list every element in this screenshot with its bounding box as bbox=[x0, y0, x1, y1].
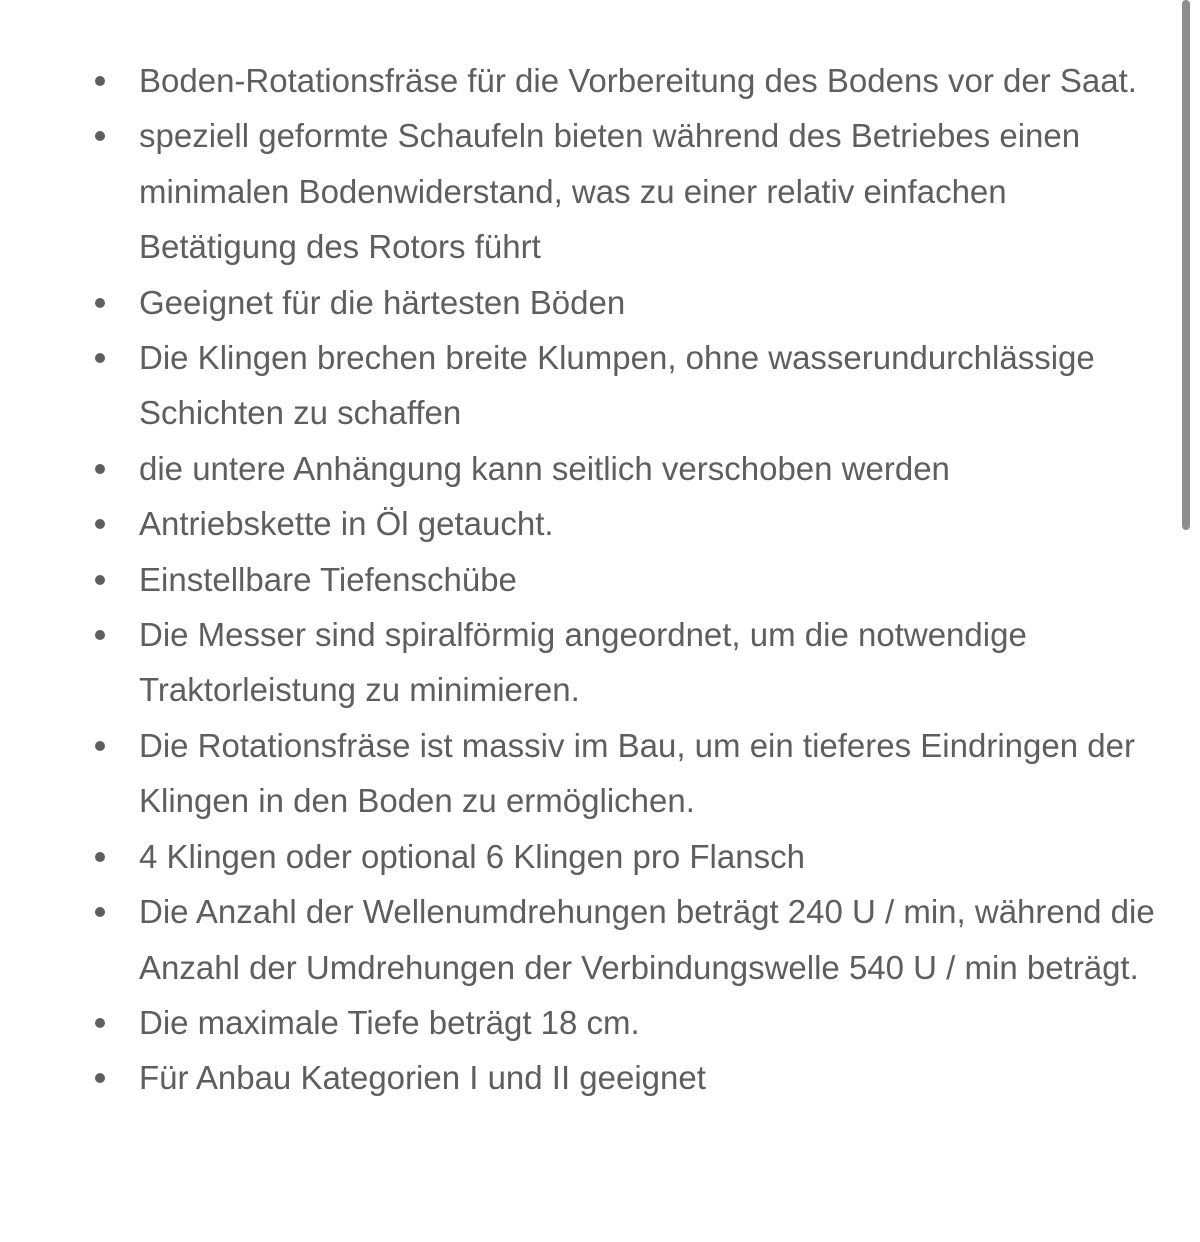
list-item-text: Die Anzahl der Wellenumdrehungen beträgt 240 U / min, während die Anzahl der Umdrehungen der Verbindungswelle 540 U / min beträgt. bbox=[139, 893, 1155, 986]
list-item-text: Boden-Rotationsfräse für die Vorbereitung des Bodens vor der Saat. bbox=[139, 62, 1137, 99]
bullet-icon bbox=[95, 353, 105, 363]
list-item-text: Geeignet für die härtesten Böden bbox=[139, 283, 626, 321]
bullet-icon bbox=[95, 1018, 105, 1028]
bullet-icon bbox=[95, 741, 105, 751]
bullet-icon bbox=[95, 575, 105, 585]
list-item bbox=[139, 496, 1169, 551]
list-item bbox=[139, 829, 1169, 884]
bullet-icon bbox=[95, 76, 105, 86]
list-item-text: die untere Anhängung kann seitlich verschoben werden bbox=[139, 449, 950, 487]
list-item-text: 4 Klingen oder optional 6 Klingen pro Flansch bbox=[139, 837, 805, 875]
bullet-icon bbox=[95, 852, 105, 862]
list-item-text: Die Messer sind spiralförmig angeordnet, um die notwendige Traktorleistung zu minimieren. bbox=[139, 616, 1027, 709]
bullet-icon bbox=[95, 464, 105, 474]
vertical-scrollbar[interactable] bbox=[1182, 0, 1190, 530]
list-item-text: Für Anbau Kategorien I und II geeignet bbox=[139, 1059, 706, 1097]
list-item bbox=[139, 275, 1169, 330]
bullet-icon bbox=[95, 519, 105, 529]
bullet-icon bbox=[95, 298, 105, 308]
list-item bbox=[139, 441, 1169, 496]
list-item bbox=[139, 995, 1169, 1050]
list-item bbox=[139, 552, 1169, 607]
list-item bbox=[139, 1050, 1169, 1105]
bullet-icon bbox=[95, 907, 105, 917]
bullet-icon bbox=[95, 1073, 105, 1083]
list-item-text: Einstellbare Tiefenschübe bbox=[139, 560, 517, 598]
list-item bbox=[139, 330, 1169, 441]
bullet-icon bbox=[95, 131, 105, 141]
feature-list bbox=[139, 53, 1169, 1106]
list-item-text: Die Rotationsfräse ist massiv im Bau, um ein tieferes Eindringen der Klingen in den Boden zu ermöglichen. bbox=[139, 726, 1135, 820]
bullet-icon bbox=[95, 630, 105, 640]
list-item-text: Antriebskette in Öl getaucht. bbox=[139, 505, 554, 543]
list-item-text: speziell geformte Schaufeln bieten während des Betriebes einen minimalen Bodenwiderstand, was zu einer relativ einfachen Betätigung des Rotors führt bbox=[139, 117, 1081, 266]
list-item-text: Die Klingen brechen breite Klumpen, ohne wasserundurchlässige Schichten zu schaffen bbox=[139, 339, 1095, 432]
list-item bbox=[139, 718, 1169, 829]
list-item bbox=[139, 108, 1169, 274]
list-item bbox=[139, 607, 1169, 718]
list-item-text: Die maximale Tiefe beträgt 18 cm. bbox=[139, 1003, 640, 1041]
list-item bbox=[139, 884, 1169, 995]
list-item bbox=[139, 53, 1169, 108]
